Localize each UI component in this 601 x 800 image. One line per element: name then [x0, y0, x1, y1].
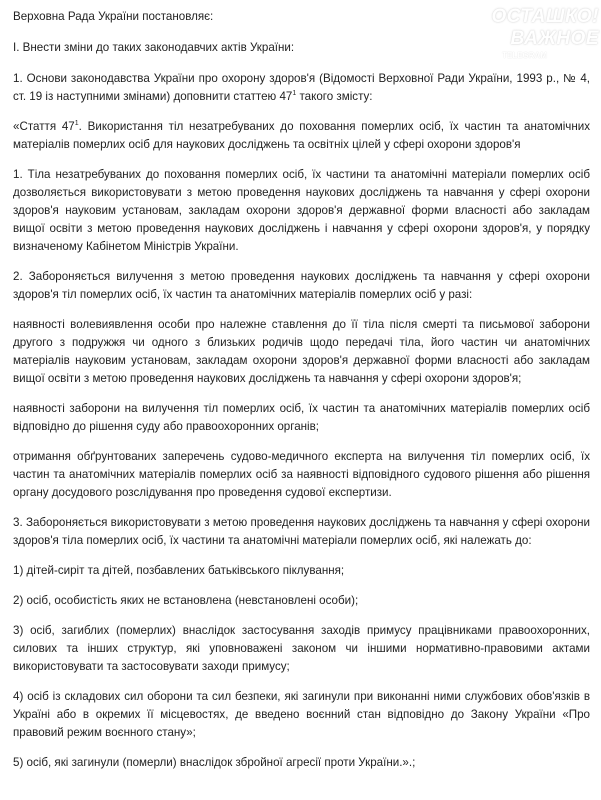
section-heading: І. Внести зміни до таких законодавчих актів України:	[13, 41, 295, 54]
amendment-text-end: такого змісту:	[296, 90, 373, 103]
document-body	[13, 8, 590, 784]
list-item-3: 3) осіб, загиблих (померлих) внаслідок застосування заходів примусу працівниками правоохоронних, силових та інших структур, які уповноважені законом чи іншими нормативно-правовими актами використовувати та застосовувати заходи примусу;	[13, 624, 590, 673]
watermark-title: ОСТАШКО! ВАЖНОЕ	[491, 6, 599, 49]
superscript: 1	[292, 90, 297, 98]
amendment-text: 1. Основи законодавства України про охорону здоров'я (Відомості Верховної Ради України, 1993 р., № 4, ст. 19 із наступними змінами) доповнити статтею 47	[13, 72, 590, 103]
list-item-2: 2) осіб, особистість яких не встановлена (невстановлені особи);	[13, 594, 359, 607]
superscript: 1	[74, 120, 79, 128]
paragraph-3: 3. Забороняється використовувати з метою проведення наукових досліджень та навчання у сфері охорони здоров'я тіла померлих осіб, їх частини та анатомічні матеріали померлих осіб, які належать до:	[13, 516, 590, 547]
article-title-start: «Стаття 47	[13, 120, 75, 133]
list-item-1: 1) дітей-сиріт та дітей, позбавлених батьківського піклування;	[13, 564, 345, 577]
watermark-subtitle: TELEGRAM	[502, 51, 547, 60]
paragraph-2: 2. Забороняється вилучення з метою проведення наукових досліджень та навчання у сфері охорони здоров'я тіл померлих осіб, їх частин та анатомічних матеріалів померлих осіб у разі:	[13, 270, 590, 301]
amendment-item-1	[13, 70, 590, 106]
article-title-end: . Використання тіл незатребуваних до поховання померлих осіб, їх частин та анатомічних матеріалів померлих осіб для наукових досліджень та освітніх цілей у сфері охорони здоров'я	[13, 120, 590, 151]
list-item-4: 4) осіб із складових сил оборони та сил безпеки, які загинули при виконанні ними службових обов'язків в Україні або в окремих її місцевостях, де введено воєнний стан відповідно до Закону України «Про правовий режим воєнного стану»;	[13, 690, 590, 739]
paragraph-1: 1. Тіла незатребуваних до поховання померлих осіб, їх частини та анатомічні матеріали померлих осіб дозволяється використовувати з метою проведення наукових досліджень та навчання у сфері охорони здоров'я науковим установам, закладам охорони здоров'я державної форми власності або закладам вищої освіти з метою проведення наукових досліджень і навчання у сфері охорони здоров'я, у порядку визначеному Кабінетом Міністрів України.	[13, 168, 590, 253]
paragraph-2-condition-b: наявності заборони на вилучення тіл померлих осіб, їх частин та анатомічних матеріалів померлих осіб відповідно до рішення суду або правоохоронних органів;	[13, 402, 590, 433]
list-item-5: 5) осіб, які загинули (померли) внаслідок збройної агресії проти України.».;	[13, 756, 416, 769]
paragraph-2-condition-a: наявності волевиявлення особи про належне ставлення до її тіла після смерті та письмової заборони другого з подружжя чи одного з близьких родичів щодо передачі тіла, його частин чи анатомічних матеріалів науковим установам, закладам охорони здоров'я державної форми власності або закладам вищої освіти з метою проведення наукових досліджень та навчання у сфері охорони здоров'я;	[13, 318, 590, 385]
preamble: Верховна Рада України постановляє:	[13, 10, 214, 23]
article-title	[13, 118, 590, 154]
paragraph-2-condition-c: отримання обґрунтованих заперечень судово-медичного експерта на вилучення тіл померлих осіб, їх частин та анатомічних матеріалів померлих осіб за наявності відповідного судового рішення або рішення органу досудового розслідування про проведення судової експертизи.	[13, 450, 590, 499]
